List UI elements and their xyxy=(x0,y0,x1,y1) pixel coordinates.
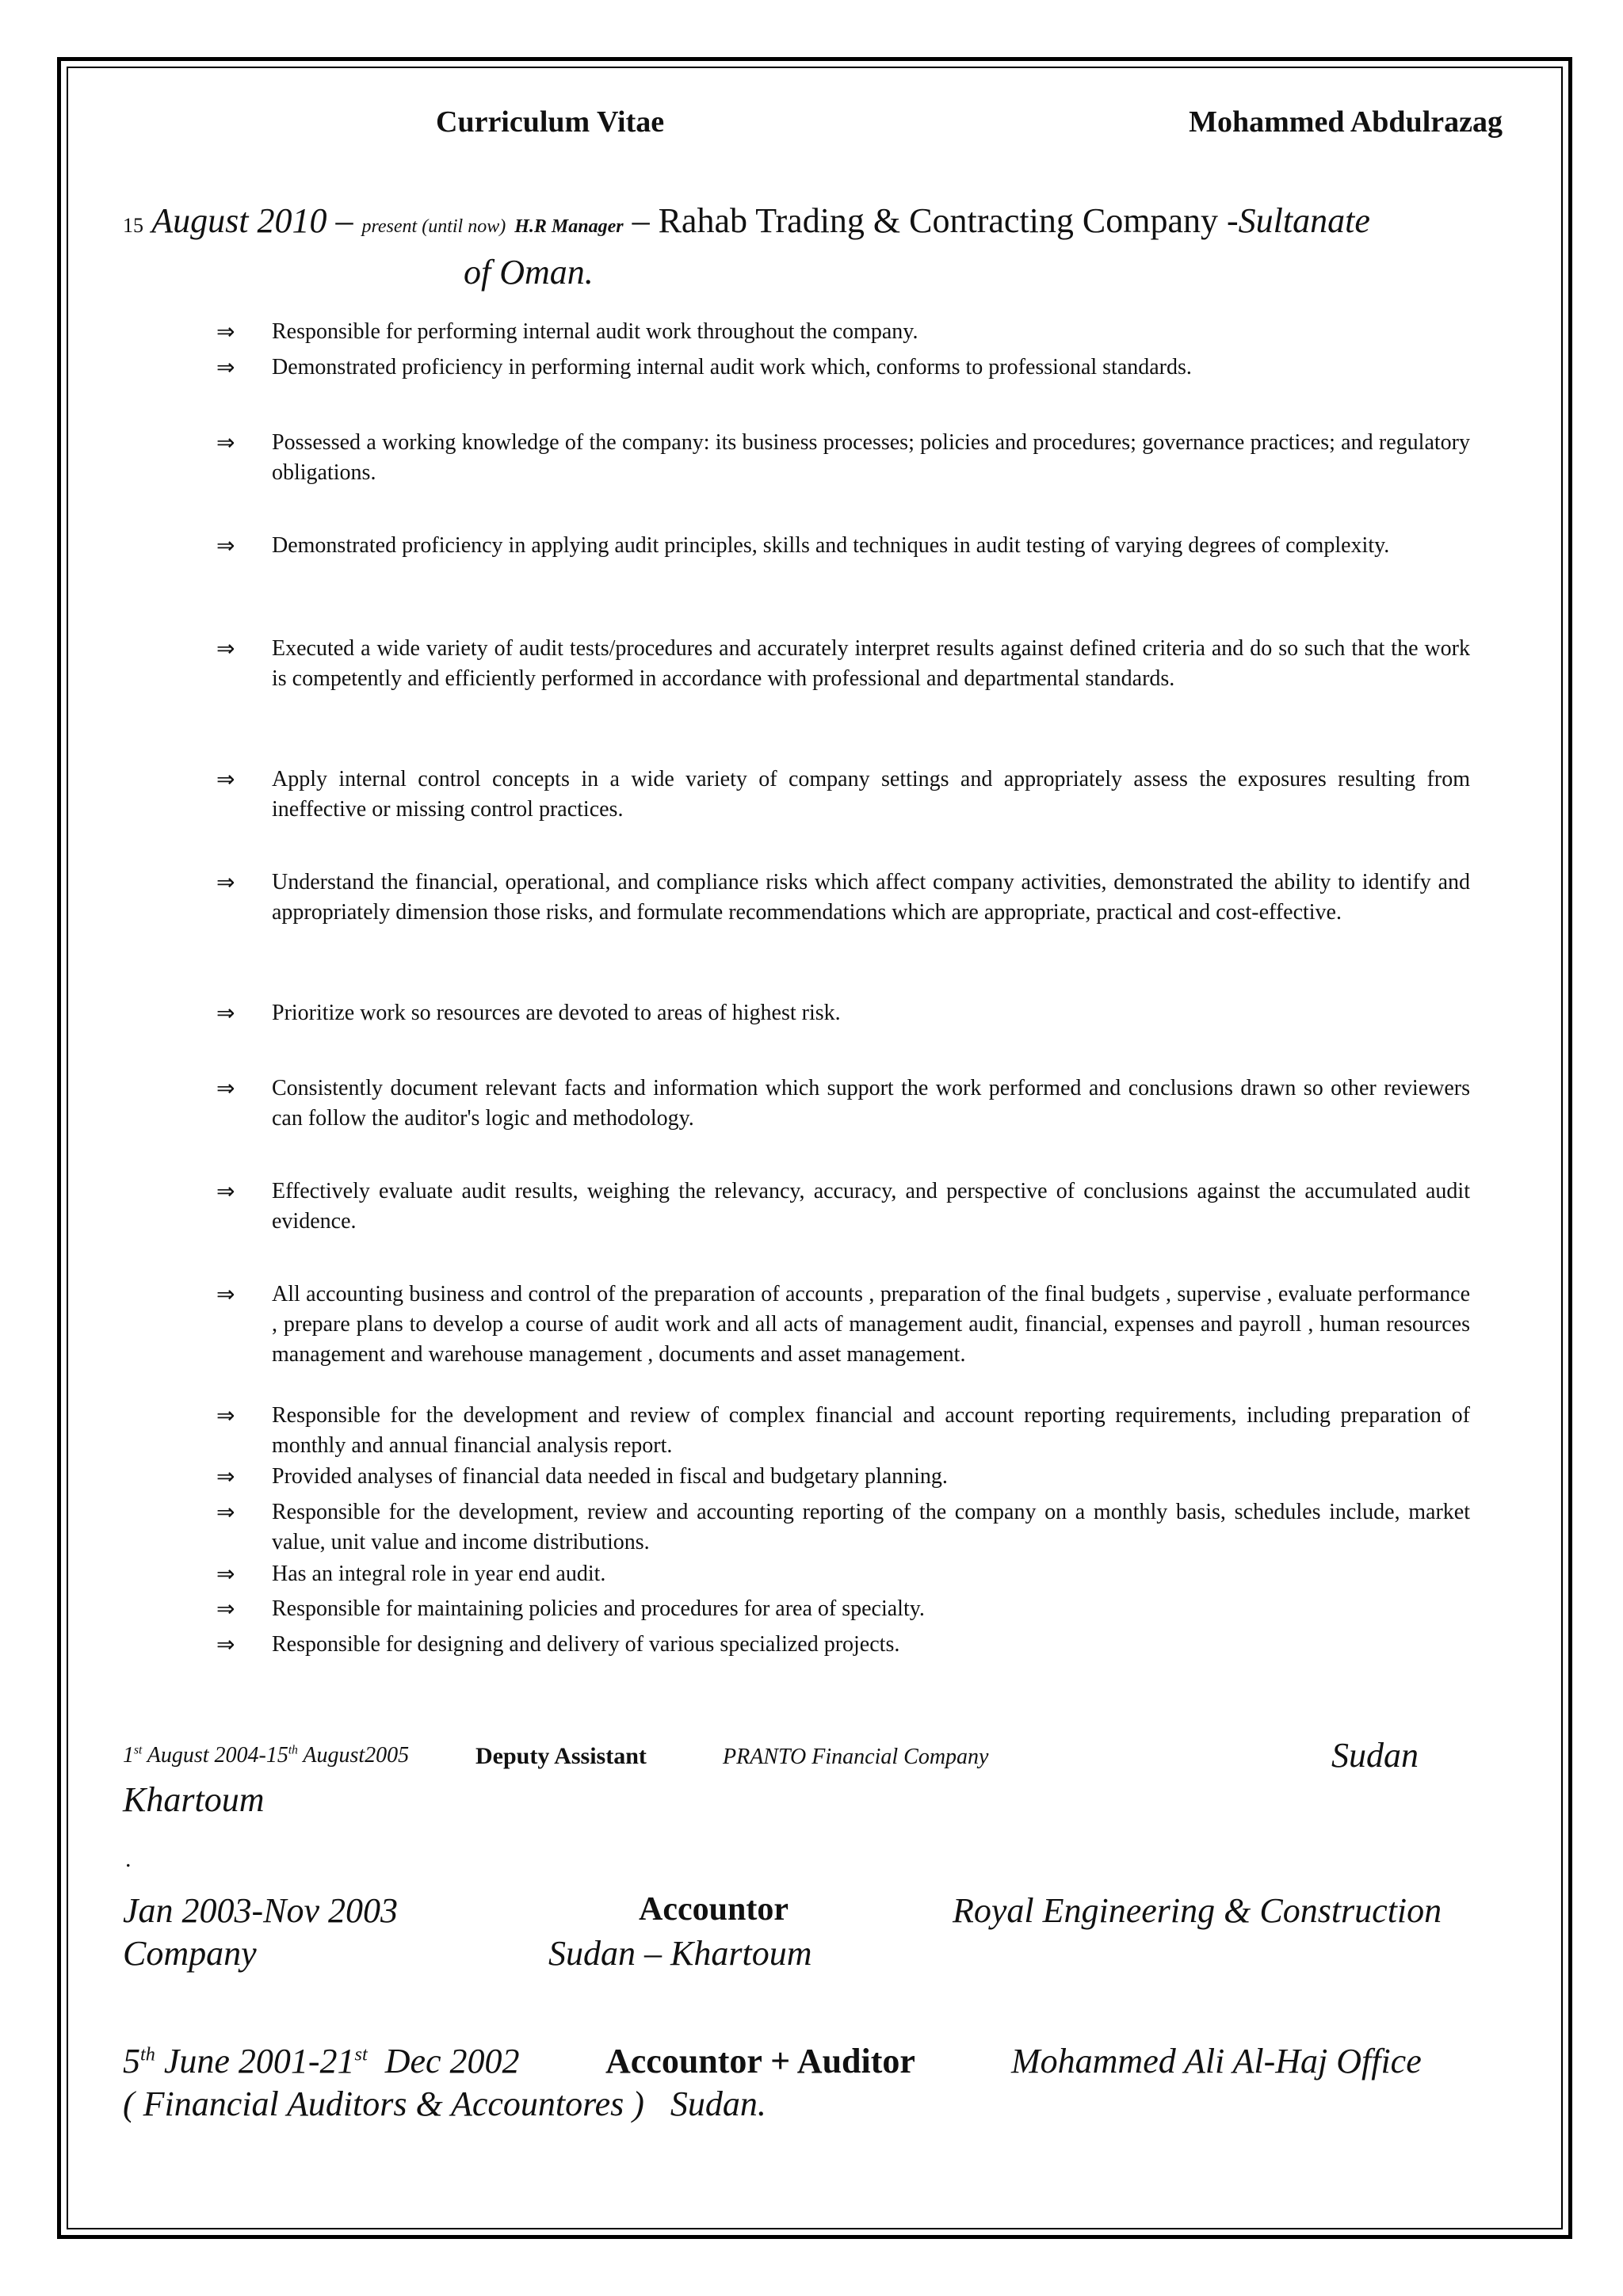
duty-text: Has an integral role in year end audit. xyxy=(272,1562,606,1586)
arrow-bullet-icon: ⇒ xyxy=(216,635,235,662)
history-3-company-cont: ( Financial Auditors & Accountores ) Sudan. xyxy=(123,2084,766,2123)
history-2-company-cont: Company xyxy=(123,1934,257,1973)
document-title: Curriculum Vitae xyxy=(436,105,665,139)
duty-item xyxy=(218,1559,1470,1589)
arrow-bullet-icon: ⇒ xyxy=(216,1561,235,1587)
job-dash-2: – xyxy=(632,201,650,240)
history-1-role: Deputy Assistant xyxy=(475,1743,647,1769)
duty-text: Responsible for performing internal audit work throughout the company. xyxy=(272,319,918,344)
job-dash: – xyxy=(335,201,353,240)
duty-item xyxy=(218,1074,1470,1134)
duty-item xyxy=(218,868,1470,928)
duty-text: Responsible for the development and review of complex financial and account reporting requirements, including preparation of monthly and annual financial analysis report. xyxy=(272,1403,1470,1458)
arrow-bullet-icon: ⇒ xyxy=(216,1000,235,1026)
history-3-dates: 5th June 2001-21st Dec 2002 xyxy=(123,2042,520,2081)
duty-item xyxy=(218,1630,1470,1660)
arrow-bullet-icon: ⇒ xyxy=(216,354,235,380)
duty-item xyxy=(218,353,1470,383)
duty-text: Responsible for the development, review and accounting reporting of the company on a monthly basis, schedules include, market value, unit value and income distributions. xyxy=(272,1500,1470,1554)
arrow-bullet-icon: ⇒ xyxy=(216,1402,235,1428)
duty-item xyxy=(218,634,1470,694)
history-2-dates: Jan 2003-Nov 2003 xyxy=(123,1891,399,1930)
duty-item xyxy=(218,428,1470,488)
arrow-bullet-icon: ⇒ xyxy=(216,1463,235,1489)
history-1-city: Khartoum xyxy=(123,1780,265,1819)
arrow-bullet-icon: ⇒ xyxy=(216,1499,235,1525)
duty-item xyxy=(218,531,1470,561)
duty-item xyxy=(218,998,1470,1028)
history-1-company: PRANTO Financial Company xyxy=(723,1745,989,1769)
duty-item xyxy=(218,1594,1470,1624)
duty-text: Provided analyses of financial data needed in fiscal and budgetary planning. xyxy=(272,1464,948,1489)
duty-text: Executed a wide variety of audit tests/procedures and accurately interpret results against defined criteria and do so such that the work is competently and efficiently performed in accordance with professional and departmental standards. xyxy=(272,636,1470,691)
candidate-name: Mohammed Abdulrazag xyxy=(1189,105,1503,139)
arrow-bullet-icon: ⇒ xyxy=(216,1178,235,1204)
arrow-bullet-icon: ⇒ xyxy=(216,429,235,456)
duty-text: Demonstrated proficiency in performing internal audit work which, conforms to professional standards. xyxy=(272,355,1192,379)
separator-dot: . xyxy=(125,1846,132,1872)
job-company: Rahab Trading & Contracting Company - xyxy=(658,201,1239,240)
duty-item xyxy=(218,1462,1470,1492)
arrow-bullet-icon: ⇒ xyxy=(216,1281,235,1307)
duty-item xyxy=(218,317,1470,347)
history-1-country: Sudan xyxy=(1331,1736,1419,1775)
history-2-company: Royal Engineering & Construction xyxy=(953,1891,1442,1930)
duty-item xyxy=(218,1401,1470,1461)
job-location-a: Sultanate xyxy=(1238,201,1370,240)
duty-item xyxy=(218,1497,1470,1558)
duty-text: All accounting business and control of the preparation of accounts , preparation of the final budgets , supervise , evaluate performance , prepare plans to develop a course of audit work and all acts of management audit, financial, expenses and payroll , human resources management and warehouse management , documents and asset management. xyxy=(272,1282,1470,1367)
duty-text: Responsible for designing and delivery of various specialized projects. xyxy=(272,1632,900,1657)
history-2-role: Accountor xyxy=(639,1891,789,1928)
current-job-heading xyxy=(123,198,1506,296)
job-present: present (until now) xyxy=(361,216,506,237)
history-2-location: Sudan – Khartoum xyxy=(548,1934,812,1973)
arrow-bullet-icon: ⇒ xyxy=(216,318,235,345)
duty-item xyxy=(218,1280,1470,1370)
duty-text: Possessed a working knowledge of the company: its business processes; policies and procedures; governance practices; and regulatory obligations. xyxy=(272,430,1470,485)
duty-text: Responsible for maintaining policies and procedures for area of specialty. xyxy=(272,1596,925,1621)
arrow-bullet-icon: ⇒ xyxy=(216,532,235,559)
duty-item xyxy=(218,765,1470,825)
job-role: H.R Manager xyxy=(514,216,624,237)
job-start-month-year: August 2010 xyxy=(151,201,327,240)
history-3-role: Accountor + Auditor xyxy=(605,2042,915,2081)
arrow-bullet-icon: ⇒ xyxy=(216,1075,235,1101)
arrow-bullet-icon: ⇒ xyxy=(216,1596,235,1622)
duty-item xyxy=(218,1177,1470,1237)
history-3-company: Mohammed Ali Al-Haj Office xyxy=(1011,2042,1422,2081)
arrow-bullet-icon: ⇒ xyxy=(216,869,235,895)
duty-text: Understand the financial, operational, and compliance risks which affect company activities, demonstrated the ability to identify and appropriately dimension those risks, and formulate recommendations which are appropriate, practical and cost-effective. xyxy=(272,870,1470,925)
job-start-day: 15 xyxy=(123,214,143,237)
duty-text: Apply internal control concepts in a wide variety of company settings and appropriately assess the exposures resulting from ineffective or missing control practices. xyxy=(272,767,1470,822)
duty-text: Consistently document relevant facts and information which support the work performed and conclusions drawn so other reviewers can follow the auditor's logic and methodology. xyxy=(272,1076,1470,1131)
arrow-bullet-icon: ⇒ xyxy=(216,1631,235,1657)
duty-text: Prioritize work so resources are devoted to areas of highest risk. xyxy=(272,1001,841,1025)
duty-text: Effectively evaluate audit results, weighing the relevancy, accuracy, and perspective of conclusions against the accumulated audit evidence. xyxy=(272,1179,1470,1234)
arrow-bullet-icon: ⇒ xyxy=(216,766,235,792)
duty-text: Demonstrated proficiency in applying audit principles, skills and techniques in audit testing of varying degrees of complexity. xyxy=(272,533,1390,558)
job-location-b: of Oman. xyxy=(464,253,594,292)
history-1-dates: 1st August 2004-15th August2005 xyxy=(123,1743,410,1768)
